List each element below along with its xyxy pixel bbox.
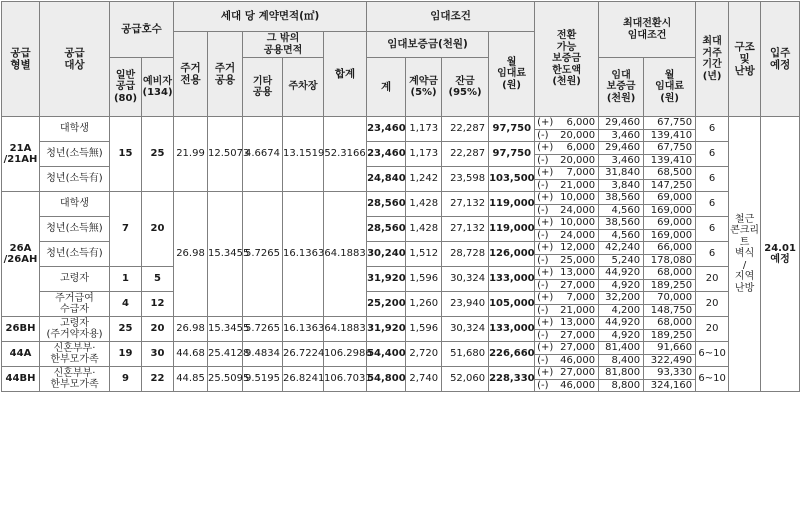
max-rent: 68,500: [644, 167, 696, 180]
conv-sign: (-): [535, 279, 557, 292]
deposit-balance: 23,598: [442, 167, 489, 192]
deposit-contract: 1,242: [406, 167, 442, 192]
max-period: 6: [696, 242, 729, 267]
conv-sign: (+): [535, 192, 557, 205]
max-deposit: 4,560: [599, 204, 644, 217]
conv-limit: 10,000: [557, 192, 599, 205]
conv-limit: 12,000: [557, 242, 599, 255]
header-units-reserve: 예비자 (134): [142, 58, 174, 117]
deposit-contract: 1,512: [406, 242, 442, 267]
header-deposit-contract: 계약금 (5%): [406, 58, 442, 117]
area-parking: 26.8241: [283, 367, 324, 392]
conv-limit: 25,000: [557, 254, 599, 267]
deposit-contract: 1,596: [406, 317, 442, 342]
conv-limit: 24,000: [557, 204, 599, 217]
monthly-rent: 105,000: [489, 292, 535, 317]
area-private: 26.98: [174, 192, 208, 317]
deposit-balance: 27,132: [442, 192, 489, 217]
conv-limit: 6,000: [557, 117, 599, 130]
deposit-total: 23,460: [367, 142, 406, 167]
max-period: 6: [696, 117, 729, 142]
supply-target: 고령자: [40, 267, 110, 292]
max-period: 6~10: [696, 342, 729, 367]
supply-target: 고령자 (주거약자용): [40, 317, 110, 342]
header-max-rent: 월 임대료 (원): [644, 58, 696, 117]
header-max-period: 최대 거주 기간 (년): [696, 2, 729, 117]
supply-target: 청년(소득有): [40, 167, 110, 192]
conv-sign: (+): [535, 367, 557, 380]
units-general: 25: [110, 317, 142, 342]
max-rent: 69,000: [644, 192, 696, 205]
area-other: 5.7265: [243, 192, 283, 317]
area-total: 106.7031: [324, 367, 367, 392]
units-reserve: 20: [142, 317, 174, 342]
deposit-total: 23,460: [367, 117, 406, 142]
table-row: [2, 192, 800, 205]
deposit-balance: 27,132: [442, 217, 489, 242]
header-target: 공급 대상: [40, 2, 110, 117]
area-private: 26.98: [174, 317, 208, 342]
max-rent: 139,410: [644, 154, 696, 167]
conv-limit: 27,000: [557, 367, 599, 380]
deposit-total: 30,240: [367, 242, 406, 267]
units-reserve: 22: [142, 367, 174, 392]
deposit-balance: 22,287: [442, 142, 489, 167]
conv-sign: (-): [535, 129, 557, 142]
max-rent: 67,750: [644, 142, 696, 155]
area-common: 25.5095: [208, 367, 243, 392]
area-total: 64.1883: [324, 317, 367, 342]
table-row: [2, 367, 800, 380]
deposit-contract: 1,173: [406, 117, 442, 142]
deposit-total: 25,200: [367, 292, 406, 317]
header-area-private: 주거 전용: [174, 32, 208, 117]
max-deposit: 81,400: [599, 342, 644, 355]
header-monthly-rent: 월 임대료 (원): [489, 32, 535, 117]
monthly-rent: 97,750: [489, 142, 535, 167]
conv-limit: 20,000: [557, 154, 599, 167]
area-private: 44.85: [174, 367, 208, 392]
area-total: 106.2986: [324, 342, 367, 367]
max-rent: 322,490: [644, 354, 696, 367]
conv-sign: (-): [535, 154, 557, 167]
conv-sign: (-): [535, 379, 557, 392]
deposit-total: 31,920: [367, 317, 406, 342]
header-area-parking: 주차장: [283, 58, 324, 117]
table-row: [2, 117, 800, 130]
conv-limit: 27,000: [557, 329, 599, 342]
units-general: 19: [110, 342, 142, 367]
header-convertible: 전환 가능 보증금 한도액 (천원): [535, 2, 599, 117]
max-deposit: 38,560: [599, 192, 644, 205]
conv-sign: (+): [535, 117, 557, 130]
conv-limit: 7,000: [557, 167, 599, 180]
max-deposit: 8,800: [599, 379, 644, 392]
max-rent: 324,160: [644, 379, 696, 392]
monthly-rent: 119,000: [489, 217, 535, 242]
max-deposit: 4,200: [599, 304, 644, 317]
deposit-contract: 1,173: [406, 142, 442, 167]
max-period: 6: [696, 167, 729, 192]
deposit-total: 54,800: [367, 367, 406, 392]
header-units: 공급호수: [110, 2, 174, 58]
max-deposit: 44,920: [599, 317, 644, 330]
header-deposit-total: 계: [367, 58, 406, 117]
max-rent: 69,000: [644, 217, 696, 230]
conv-sign: (+): [535, 317, 557, 330]
table-row: [2, 342, 800, 355]
area-other: 4.6674: [243, 117, 283, 192]
monthly-rent: 133,000: [489, 267, 535, 292]
max-rent: 147,250: [644, 179, 696, 192]
max-deposit: 5,240: [599, 254, 644, 267]
area-parking: 16.1363: [283, 317, 324, 342]
max-deposit: 3,840: [599, 179, 644, 192]
structure-value: 철근 콘크리트 벽식 / 지역 난방: [729, 117, 761, 392]
max-deposit: 42,240: [599, 242, 644, 255]
deposit-balance: 51,680: [442, 342, 489, 367]
header-row-1: [2, 2, 800, 32]
header-area-group: 세대 당 계약면적(㎡): [174, 2, 367, 32]
max-period: 6: [696, 192, 729, 217]
units-general: 15: [110, 117, 142, 192]
deposit-balance: 28,728: [442, 242, 489, 267]
conv-limit: 13,000: [557, 317, 599, 330]
max-rent: 189,250: [644, 279, 696, 292]
header-rent-group: 임대조건: [367, 2, 535, 32]
rental-conditions-table: [1, 1, 800, 392]
deposit-balance: 30,324: [442, 317, 489, 342]
conv-sign: (+): [535, 342, 557, 355]
max-deposit: 81,800: [599, 367, 644, 380]
area-private: 44.68: [174, 342, 208, 367]
supply-target: 신혼부부· 한부모가족: [40, 367, 110, 392]
max-rent: 169,000: [644, 204, 696, 217]
conv-sign: (+): [535, 217, 557, 230]
conv-limit: 6,000: [557, 142, 599, 155]
max-rent: 178,080: [644, 254, 696, 267]
move-in-value: 24.01 예정: [761, 117, 800, 392]
max-rent: 169,000: [644, 229, 696, 242]
area-common: 25.4128: [208, 342, 243, 367]
deposit-total: 54,400: [367, 342, 406, 367]
conv-sign: (-): [535, 354, 557, 367]
header-area-total: 합계: [324, 32, 367, 117]
max-deposit: 31,840: [599, 167, 644, 180]
units-general: 7: [110, 192, 142, 267]
area-parking: 13.1519: [283, 117, 324, 192]
header-deposit-balance: 잔금 (95%): [442, 58, 489, 117]
conv-limit: 46,000: [557, 379, 599, 392]
max-rent: 66,000: [644, 242, 696, 255]
max-deposit: 3,460: [599, 129, 644, 142]
max-period: 6: [696, 142, 729, 167]
deposit-total: 28,560: [367, 192, 406, 217]
header-max-deposit: 임대 보증금 (천원): [599, 58, 644, 117]
header-row-3: [2, 58, 800, 117]
max-rent: 148,750: [644, 304, 696, 317]
max-deposit: 32,200: [599, 292, 644, 305]
max-deposit: 29,460: [599, 117, 644, 130]
area-other: 5.7265: [243, 317, 283, 342]
max-rent: 139,410: [644, 129, 696, 142]
conv-sign: (-): [535, 179, 557, 192]
max-deposit: 4,920: [599, 279, 644, 292]
max-rent: 67,750: [644, 117, 696, 130]
conv-limit: 27,000: [557, 279, 599, 292]
deposit-contract: 1,596: [406, 267, 442, 292]
supply-target: 대학생: [40, 192, 110, 217]
area-other: 9.5195: [243, 367, 283, 392]
conv-limit: 13,000: [557, 267, 599, 280]
units-reserve: 5: [142, 267, 174, 292]
max-period: 20: [696, 317, 729, 342]
area-other: 9.4834: [243, 342, 283, 367]
supply-type: 44A: [2, 342, 40, 367]
conv-limit: 24,000: [557, 229, 599, 242]
supply-type: 44BH: [2, 367, 40, 392]
deposit-contract: 2,720: [406, 342, 442, 367]
conv-sign: (+): [535, 292, 557, 305]
deposit-total: 24,840: [367, 167, 406, 192]
table-body: [2, 2, 800, 392]
units-general: 9: [110, 367, 142, 392]
max-rent: 68,000: [644, 317, 696, 330]
max-rent: 189,250: [644, 329, 696, 342]
units-reserve: 12: [142, 292, 174, 317]
supply-target: 청년(소득無): [40, 142, 110, 167]
header-type: 공급 형별: [2, 2, 40, 117]
header-area-common: 주거 공용: [208, 32, 243, 117]
max-rent: 70,000: [644, 292, 696, 305]
max-deposit: 8,400: [599, 354, 644, 367]
conv-sign: (-): [535, 329, 557, 342]
table-row: [2, 317, 800, 330]
conv-limit: 10,000: [557, 217, 599, 230]
deposit-balance: 22,287: [442, 117, 489, 142]
monthly-rent: 97,750: [489, 117, 535, 142]
supply-target: 청년(소득有): [40, 242, 110, 267]
conv-sign: (+): [535, 242, 557, 255]
area-total: 64.1883: [324, 192, 367, 317]
monthly-rent: 103,500: [489, 167, 535, 192]
conv-sign: (+): [535, 167, 557, 180]
monthly-rent: 126,000: [489, 242, 535, 267]
monthly-rent: 228,330: [489, 367, 535, 392]
area-parking: 26.7224: [283, 342, 324, 367]
monthly-rent: 226,660: [489, 342, 535, 367]
supply-type: 26BH: [2, 317, 40, 342]
monthly-rent: 119,000: [489, 192, 535, 217]
max-period: 20: [696, 292, 729, 317]
max-deposit: 4,920: [599, 329, 644, 342]
conv-limit: 46,000: [557, 354, 599, 367]
units-reserve: 30: [142, 342, 174, 367]
conv-sign: (-): [535, 304, 557, 317]
max-rent: 93,330: [644, 367, 696, 380]
conv-limit: 7,000: [557, 292, 599, 305]
header-units-general: 일반 공급 (80): [110, 58, 142, 117]
conv-sign: (-): [535, 229, 557, 242]
max-rent: 68,000: [644, 267, 696, 280]
supply-target: 청년(소득無): [40, 217, 110, 242]
max-deposit: 29,460: [599, 142, 644, 155]
monthly-rent: 133,000: [489, 317, 535, 342]
max-deposit: 38,560: [599, 217, 644, 230]
deposit-contract: 2,740: [406, 367, 442, 392]
max-period: 20: [696, 267, 729, 292]
supply-type: 21A /21AH: [2, 117, 40, 192]
header-move-in: 입주 예정: [761, 2, 800, 117]
conv-limit: 20,000: [557, 129, 599, 142]
conv-sign: (+): [535, 142, 557, 155]
max-deposit: 4,560: [599, 229, 644, 242]
header-area-other: 기타 공용: [243, 58, 283, 117]
max-deposit: 3,460: [599, 154, 644, 167]
deposit-contract: 1,428: [406, 192, 442, 217]
supply-target: 주거급여 수급자: [40, 292, 110, 317]
max-period: 6: [696, 217, 729, 242]
units-reserve: 20: [142, 192, 174, 267]
area-common: 12.5073: [208, 117, 243, 192]
deposit-balance: 52,060: [442, 367, 489, 392]
max-rent: 91,660: [644, 342, 696, 355]
area-private: 21.99: [174, 117, 208, 192]
conv-sign: (-): [535, 254, 557, 267]
max-period: 6~10: [696, 367, 729, 392]
deposit-total: 28,560: [367, 217, 406, 242]
table-row: [2, 267, 800, 280]
header-max-conv: 최대전환시 임대조건: [599, 2, 696, 58]
deposit-total: 31,920: [367, 267, 406, 292]
area-common: 15.3455: [208, 317, 243, 342]
table-row: [2, 292, 800, 305]
deposit-contract: 1,428: [406, 217, 442, 242]
conv-limit: 27,000: [557, 342, 599, 355]
supply-target: 신혼부부· 한부모가족: [40, 342, 110, 367]
deposit-balance: 30,324: [442, 267, 489, 292]
max-deposit: 44,920: [599, 267, 644, 280]
units-general: 4: [110, 292, 142, 317]
units-general: 1: [110, 267, 142, 292]
conv-sign: (-): [535, 204, 557, 217]
supply-target: 대학생: [40, 117, 110, 142]
area-parking: 16.1363: [283, 192, 324, 317]
conv-limit: 21,000: [557, 179, 599, 192]
conv-sign: (+): [535, 267, 557, 280]
header-deposit-group: 임대보증금(천원): [367, 32, 489, 58]
area-total: 52.3166: [324, 117, 367, 192]
units-reserve: 25: [142, 117, 174, 192]
supply-type: 26A /26AH: [2, 192, 40, 317]
header-structure: 구조 및 난방: [729, 2, 761, 117]
deposit-contract: 1,260: [406, 292, 442, 317]
area-common: 15.3455: [208, 192, 243, 317]
header-area-other-group: 그 밖의 공용면적: [243, 32, 324, 58]
conv-limit: 21,000: [557, 304, 599, 317]
deposit-balance: 23,940: [442, 292, 489, 317]
